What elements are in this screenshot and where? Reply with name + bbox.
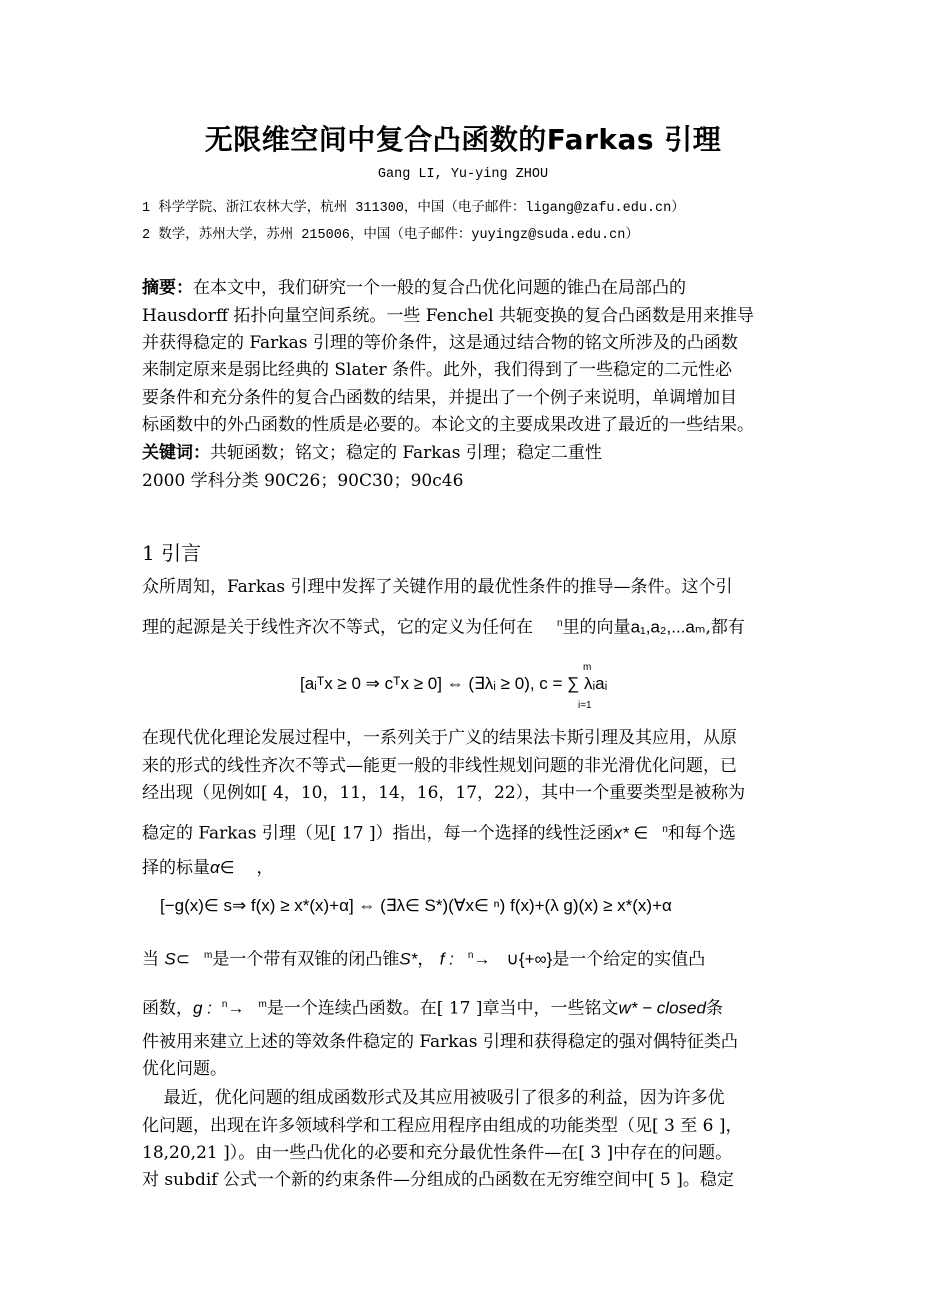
superscript-n: n: [557, 618, 563, 629]
abstract-line: 并获得稳定的 Farkas 引理的等价条件，这是通过结合物的铭文所涉及的凸函数: [142, 333, 738, 353]
abstract-line: 来制定原来是弱比经典的 Slater 条件。此外，我们得到了一些稳定的二元性必: [142, 360, 733, 380]
abstract-line: 标函数中的外凸函数的性质是必要的。本论文的主要成果改进了最近的一些结果。: [142, 415, 754, 435]
paragraph-line: 化问题，出现在许多领域科学和工程应用程序由组成的功能类型（见[ 3 至 6 ]，: [142, 1116, 743, 1136]
extended-reals: ∪{+∞}: [506, 949, 553, 969]
paragraph-line: [142, 944, 705, 972]
sum-upper-limit: m: [583, 662, 592, 673]
closed-condition: w* − closed: [618, 998, 706, 1018]
vector-list: a₁,a₂,...aₘ: [630, 617, 706, 637]
para3-text: 条: [705, 998, 723, 1019]
para3-text: ，: [417, 949, 435, 970]
para3-text: 当: [142, 949, 159, 970]
paragraph-line: [142, 993, 723, 1021]
equation-farkas: [300, 674, 607, 694]
para3-text: 是一个带有双锥的闭凸锥: [212, 949, 400, 970]
paper-authors: Gang LI, Yu-ying ZHOU: [377, 167, 549, 182]
para2-text: 和每个选: [667, 823, 736, 844]
equation-text: [aᵢᵀx ≥ 0 ⇒ cᵀx ≥ 0] ⇔ (∃λᵢ ≥ 0), c = ∑ λᵢaᵢ: [300, 674, 608, 693]
paragraph-line: [142, 818, 736, 846]
scalar-symbol: α∈: [210, 858, 235, 877]
paragraph-line: [142, 856, 274, 880]
superscript-m: m: [258, 999, 267, 1010]
paragraph-line: 经出现（见例如[ 4，10，11，14，16，17，22），其中一个重要类型是被称为: [142, 783, 746, 803]
paragraph-line: 18,20,21 ]）。由一些凸优化的必要和充分最优性条件—在[ 3 ]中存在的问题。: [142, 1143, 733, 1163]
para1-end: ,都有: [705, 617, 745, 638]
para2-text: ，: [256, 858, 274, 878]
abstract-line: 要条件和充分条件的复合凸函数的结果，并提出了一个例子来说明，单调增加目: [142, 388, 737, 408]
keywords-label: 关键词：: [142, 443, 210, 463]
para1-tail: 里的向量: [562, 617, 631, 638]
superscript-n: n: [221, 999, 228, 1010]
paragraph-line: 优化问题。: [142, 1059, 227, 1079]
sum-lower-limit: i=1: [578, 700, 592, 711]
abstract-text: 在本文中，我们研究一个一般的复合凸优化问题的锥凸在局部凸的: [193, 278, 686, 298]
superscript-m: m: [204, 950, 213, 961]
function-f-symbol: f :: [439, 949, 454, 969]
paragraph-line: 件被用来建立上述的等效条件稳定的 Farkas 引理和获得稳定的强对偶特征类凸: [142, 1032, 738, 1052]
paragraph-line: 对 subdif 公式一个新的约束条件—分组成的凸函数在无穷维空间中[ 5 ]。稳定: [142, 1170, 734, 1190]
superscript-n: n: [662, 824, 668, 835]
para3-text: 是一个连续凸函数。在[ 17 ]章当中，一些铭文: [266, 998, 619, 1019]
paragraph-line: 来的形式的线性齐次不等式—能更一般的非线性规划问题的非光滑优化问题，已: [142, 756, 737, 776]
para3-text: 是一个给定的实值凸: [552, 949, 706, 970]
para2-text: 择的标量: [142, 858, 210, 878]
para1-text: 理的起源是关于线性齐次不等式，它的定义为任何在: [142, 617, 533, 638]
function-g-symbol: g :: [193, 998, 212, 1018]
equation-stable-farkas: [−g(x)∈ s⇒ f(x) ≥ x*(x)+α] ⇔ (∃λ∈ S*)(∀x∈ ⁿ) f(x)+(λ g)(x) ≥ x*(x)+α: [160, 896, 672, 915]
affiliation-1: 1 科学学院、浙江农林大学，杭州 311300，中国（电子邮件：ligang@zafu.edu.cn）: [142, 201, 685, 216]
arrow-symbol: →: [473, 949, 491, 969]
paper-title: 无限维空间中复合凸函数的Farkas 引理: [204, 123, 722, 156]
section-heading: 1 引言: [142, 541, 202, 565]
arrow-symbol: →: [227, 998, 245, 1018]
functional-symbol: x* ∈: [613, 823, 649, 843]
dual-cone-symbol: S*: [399, 949, 418, 969]
keywords: [142, 441, 602, 465]
para2-text: 稳定的 Farkas 引理（见[ 17 ]）指出，每一个选择的线性泛函: [142, 823, 614, 844]
abstract-label: 摘要：: [142, 278, 193, 298]
affiliation-2: 2 数学，苏州大学，苏州 215006，中国（电子邮件：yuyingz@suda.edu.cn）: [142, 228, 639, 243]
cone-symbol: S⊂: [164, 949, 190, 969]
abstract-line: [142, 276, 686, 300]
para3-text: 函数，: [142, 998, 193, 1019]
paragraph-line: 最近，优化问题的组成函数形式及其应用被吸引了很多的利益，因为许多优: [142, 1088, 725, 1108]
paragraph-line: [142, 612, 745, 640]
superscript-n: n: [467, 950, 474, 961]
paragraph-line: 在现代优化理论发展过程中，一系列关于广义的结果法卡斯引理及其应用，从原: [142, 728, 737, 748]
classification: 2000 学科分类 90C26；90C30；90c46: [142, 471, 464, 491]
abstract-line: Hausdorff 拓扑向量空间系统。一些 Fenchel 共轭变换的复合凸函数是用来推导: [142, 306, 755, 326]
keywords-text: 共轭函数；铭文；稳定的 Farkas 引理；稳定二重性: [210, 443, 602, 463]
paragraph-line: 众所周知，Farkas 引理中发挥了关键作用的最优性条件的推导—条件。这个引: [142, 577, 733, 597]
